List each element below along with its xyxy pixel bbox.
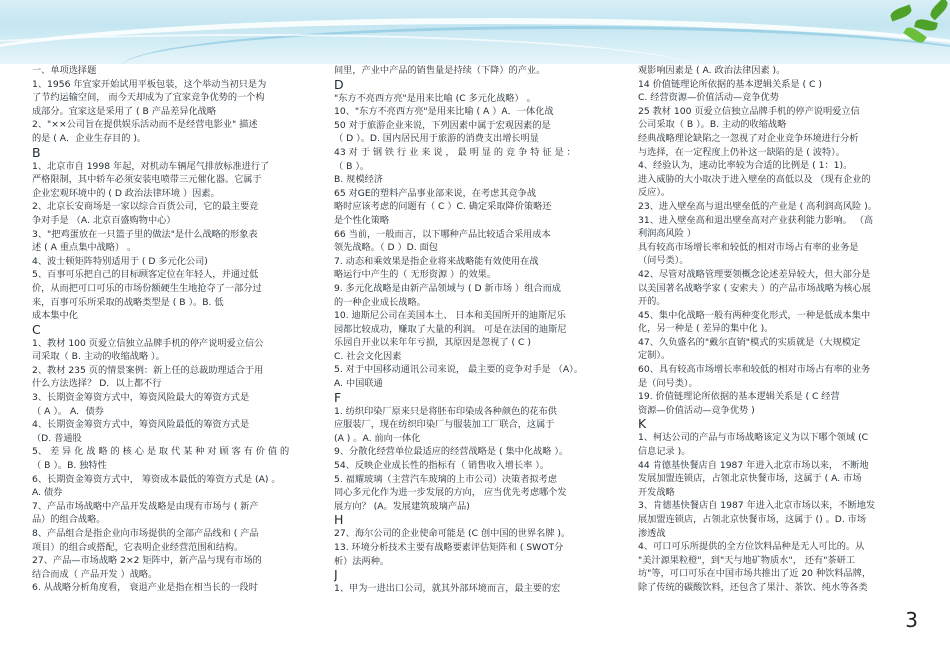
- text-line: 进入威胁的大小取决于进入壁垒的高低以及 （现有企业的: [638, 173, 871, 185]
- text-line: 14 价值链理论所依据的基本逻辑关系是 ( C ): [638, 78, 822, 90]
- section-letter-heading: F: [334, 390, 342, 405]
- leaf-decoration: [820, 0, 950, 64]
- text-line: 应服装厂，现在纺织印染厂与服装加工厂联合，这属于: [334, 419, 555, 431]
- text-line: 与选择，在一定程度上仍补这一缺陷的是 ( 波特）。: [638, 146, 845, 158]
- text-line: 25 教材 100 页爱立信独立品牌手机的停产说明爱立信: [638, 105, 860, 117]
- text-line: 13. 环境分析技术主要有战略要素评估矩阵和 ( SWOT分: [334, 542, 564, 553]
- text-line: 3、长期资金筹资方式中，筹资风险最大的筹资方式是: [32, 392, 250, 404]
- text-line: 60、具有较高市场增长率和较低的相对市场占有率的业务: [638, 364, 871, 376]
- text-line: 来，百事可乐所采取的战略类型是 ( B ）。B. 低: [32, 296, 224, 308]
- text-line: 利润高风险 ）: [638, 228, 697, 240]
- text-line: 除了传统的碳酸饮料，还包含了果汁、茶饮、纯水等各类: [638, 581, 868, 593]
- text-line: 1、甲为一进出口公司，就其外部环境而言，最主要的宏: [334, 583, 561, 594]
- text-line: 50 对于旅游企业来说，下列因素中属于宏观因素的是: [334, 119, 551, 131]
- text-line: 4、长期资金筹资方式中，筹资风险最低的筹资方式是: [32, 419, 250, 431]
- text-line: 展方向？ (A。发展建筑玻璃产品): [334, 500, 470, 512]
- text-line: 开的。: [638, 296, 666, 308]
- text-line: 略运行中产生的（ 无形资源 ）的效果。: [334, 269, 497, 281]
- text-line: 的是 ( A．企业生存目的 )。: [32, 132, 147, 144]
- text-line: 2、教材 235 页的情景案例：新上任的总裁助理适合于用: [32, 364, 264, 376]
- text-line: "美汁源果粒橙"，到"天与地矿物质水"， 还有"茶研工: [638, 554, 855, 566]
- text-line: 47、久负盛名的"戴尔直销"模式的实质就是（大规模定: [638, 336, 861, 348]
- text-line: 1、教材 100 页爱立信独立品牌手机的停产说明爱立信公: [32, 337, 264, 349]
- section-letter-heading: H: [334, 513, 344, 528]
- text-line: C. 社会文化因素: [334, 350, 402, 362]
- text-line: 争对手是 （A. 北京百盛购物中心）: [32, 214, 176, 226]
- text-line: 27、产品—市场战略 2×2 矩阵中，新产品与现有市场的: [32, 555, 262, 567]
- text-line: 定制）。: [638, 350, 671, 362]
- text-line: 园都比较成功，赚取了大量的利润。 可是在法国的迪斯尼: [334, 323, 567, 335]
- text-line: 述 ( A 重点集中战略） 。: [32, 242, 137, 254]
- text-line: （问号类）。: [638, 255, 689, 267]
- text-line: 观影响因素是 ( A. 政治法律因素 )。: [638, 65, 786, 76]
- section-letter-heading: B: [32, 145, 41, 160]
- text-line: 1、柯达公司的产品与市场战略该定义为以下哪个领域 (C: [638, 432, 869, 444]
- text-line: 10. 迪斯尼公司在美国本土、 日本和美国所开的迪斯尼乐: [334, 310, 566, 322]
- text-line: 同心多元化作为进一步发展的方向， 应当优先考虑哪个发: [334, 487, 567, 499]
- text-line: 8、产品组合是指企业向市场提供的全部产品线和 ( 产品: [32, 528, 259, 539]
- text-line: 司采取（ B. 主动的收缩战略 ）。: [32, 351, 165, 363]
- text-line: 4、可口可乐所提供的全方位饮料品种是无人可比的。从: [638, 541, 865, 553]
- text-line: 具有较高市场增长率和较低的相对市场占有率的业务是: [638, 241, 859, 253]
- text-line: 4、波士顿矩阵特别适用于 ( D 多元化公司): [32, 255, 208, 267]
- text-line: 略时应该考虑的问题有（ C ）C. 确定采取降价策略还: [334, 201, 552, 213]
- text-line: 成本集中化: [32, 310, 78, 322]
- text-line: 严格限制，其中轿车必须安装电喷带三元催化器。它属于: [32, 174, 262, 186]
- text-line: 2、北京长安商场是一家以综合百货公司，它的最主要竞: [32, 201, 259, 213]
- text-line: 3、"把鸡蛋放在一只篮子里的做法"是什么战略的形象表: [32, 228, 258, 240]
- text-line: 54、反映企业成长性的指标有（ 销售收入增长率 ）。: [334, 460, 550, 472]
- section-letter-heading: K: [638, 417, 647, 432]
- text-line: 10、"东方不亮西方亮"是用来比喻 ( A ）A．一体化战: [334, 106, 554, 118]
- text-line: 价，从而把可口可乐的市场份额硬生生地抢夺了一部分过: [32, 282, 262, 294]
- text-line: 领先战略。（ D ）D. 面包: [334, 242, 438, 254]
- section-letter-heading: J: [334, 568, 338, 583]
- text-line: 以美国著名战略学家 ( 安索夫 ）的产品市场战略为核心展: [638, 282, 871, 294]
- text-line: 1. 纺织印染厂原来只是将胚布印染成各种颜色的花布供: [334, 405, 557, 417]
- text-line: 66 当前，一般而言，以下哪种产品比较适合采用成本: [334, 228, 551, 240]
- section-letter-heading: C: [32, 322, 41, 337]
- page-number: 3: [905, 608, 918, 632]
- text-line: 乐园自开业以来年年亏损，其原因是忽视了 ( C ): [334, 337, 531, 349]
- text-line: 31、进入壁垒高和退出壁垒高对产业获利能力影响。 （高: [638, 214, 874, 226]
- text-line: 品）的组合战略。: [32, 514, 106, 526]
- text-line: 一、单项选择题: [32, 65, 97, 76]
- text-line: 5. 福耀玻璃（主营汽车玻璃的上市公司）决策者拟考虑: [334, 473, 557, 485]
- text-line: 坊"等，可口可乐在中国市场共推出了近 20 种饮料品牌，: [638, 568, 872, 580]
- text-line: 27、海尔公司的企业使命可能是 (C 创中国的世界名牌 )。: [334, 528, 571, 540]
- text-line: 6. 从战略分析角度看， 衰退产业是指在相当长的一段时: [32, 582, 258, 594]
- text-line: 结合而成（ 产品开发 ）战略。: [32, 568, 158, 580]
- text-line: (A ) 。A. 前向一体化: [334, 432, 421, 444]
- text-line: 7. 动态和乘效果是指企业将来战略能有效使用在战: [334, 255, 539, 267]
- text-line: 企业宏观环境中的 ( D 政治法律环境 ）因素。: [32, 187, 220, 199]
- text-line: 45、集中化战略一般有两种变化形式，一种是低成本集中: [638, 309, 871, 321]
- text-line: 1、北京市自 1998 年起，对机动车辆尾气排放标准进行了: [32, 160, 270, 172]
- text-line: 9. 多元化战略是由新产品领域与 ( D 新市场 ）组合而成: [334, 282, 561, 294]
- text-line: 公司采取（ B ）。B. 主动的收缩战略: [638, 119, 787, 131]
- text-line: 7、产品市场战略中产品开发战略是由现有市场与 ( 新产: [32, 500, 259, 512]
- text-line: （ B ）。B. 独特性: [32, 460, 107, 472]
- text-line: 5. 对于中国移动通讯公司来说， 最主要的竞争对手是 （A）。: [334, 364, 583, 376]
- text-line: 析）法两种。: [334, 555, 390, 567]
- text-line: 19. 价值链理论所依据的基本逻辑关系是 ( C 经营: [638, 391, 840, 403]
- text-line: 化，另一种是 ( 差异的集中化 )。: [638, 323, 774, 335]
- text-line: 9、分散化经营单位最适应的经营战略是 ( 集中化战略 ）。: [334, 446, 569, 458]
- text-line: 43 对 于 钢 铁 行 业 来 说 ， 最 明 显 的 竞 争 特 征 是 ：: [334, 146, 576, 158]
- text-line: 发展加盟连锁店，占领北京快餐市场，这属于 ( A. 市场: [638, 473, 862, 485]
- text-line: 5、 差 异 化 战 略 的 核 心 是 取 代 某 种 对 顾 客 有 价 值 的: [32, 446, 290, 458]
- text-line: 4、经验认为，速动比率较为合适的比例是 ( 1：1)。: [638, 160, 853, 172]
- text-line: 了节约运输空间， 而今天却成为了宜家竞争优势的一个构: [32, 92, 265, 104]
- text-line: 6、长期资金筹资方式中， 筹资成本最低的筹资方式是 (A) 。: [32, 473, 281, 485]
- text-column-right: [638, 64, 936, 594]
- text-column-middle: [334, 64, 632, 594]
- text-line: 42、尽管对战略管理要领概念论述差异较大，但大部分是: [638, 268, 871, 280]
- text-line: 2、"××公司旨在提供娱乐活动而不是经营电影业" 描述: [32, 119, 258, 131]
- text-line: 渗透战: [638, 527, 666, 539]
- text-line: 反应）。: [638, 187, 671, 199]
- text-line: 1、1956 年宜家开始试用平板包装，这个举动当初只是为: [32, 78, 267, 90]
- section-letter-heading: D: [334, 77, 344, 92]
- text-line: 是（问号类）。: [638, 377, 698, 389]
- text-line: A. 债券: [32, 487, 63, 499]
- text-line: 44 肯德基快餐店自 1987 年进入北京市场以来， 不断地: [638, 459, 869, 471]
- text-line: "东方不亮西方亮"是用来比喻 (C 多元化战略） 。: [334, 92, 536, 104]
- text-line: 的一种企业成长战略。: [334, 296, 426, 308]
- text-line: 23、进入壁垒高与退出壁垒低的产业是 ( 高利润高风险 )。: [638, 200, 877, 212]
- text-line: 信息记录 )。: [638, 446, 691, 458]
- text-line: 展加盟连锁店，占领北京快餐市场，这属于 () 。D. 市场: [638, 514, 867, 525]
- text-line: （ D ）。D. 国内居民用于旅游的消费支出增长明显: [334, 133, 539, 145]
- text-line: 成部分。宜家这是采用了 ( B 产品差异化战略: [32, 105, 217, 117]
- text-line: （ B ）。: [334, 160, 370, 172]
- text-line: 资源—价值活动—竞争优势 ): [638, 404, 755, 416]
- text-line: A. 中国联通: [334, 378, 383, 390]
- text-line: 经典战略理论缺陷之一忽视了对企业竞争环境进行分析: [638, 132, 859, 144]
- text-line: （ A ）。 A．债券: [32, 405, 104, 417]
- text-line: 是个性化策略: [334, 214, 390, 226]
- text-line: C. 经营资源—价值活动—竞争优势: [638, 92, 779, 104]
- text-line: （D. 普通股: [32, 432, 82, 444]
- text-line: 3、肯德基快餐店自 1987 年进入北京市场以来，不断地发: [638, 500, 876, 512]
- text-line: 开发战略: [638, 486, 675, 498]
- text-line: 间里，产业中产品的销售量是持续（下降）的产业。: [334, 65, 546, 76]
- text-line: B. 规模经济: [334, 174, 383, 186]
- header-banner: [0, 0, 950, 64]
- text-line: 5、百事可乐把自己的目标顾客定位在年轻人，并通过低: [32, 269, 259, 281]
- text-line: 项目）的组合或搭配，它表明企业经营范围和结构。: [32, 541, 244, 553]
- text-column-left: [32, 64, 330, 594]
- text-line: 65 对GE的塑料产品事业部来说，在考虑其竞争战: [334, 187, 537, 199]
- text-line: 什么方法选择？ D．以上都不行: [32, 378, 162, 390]
